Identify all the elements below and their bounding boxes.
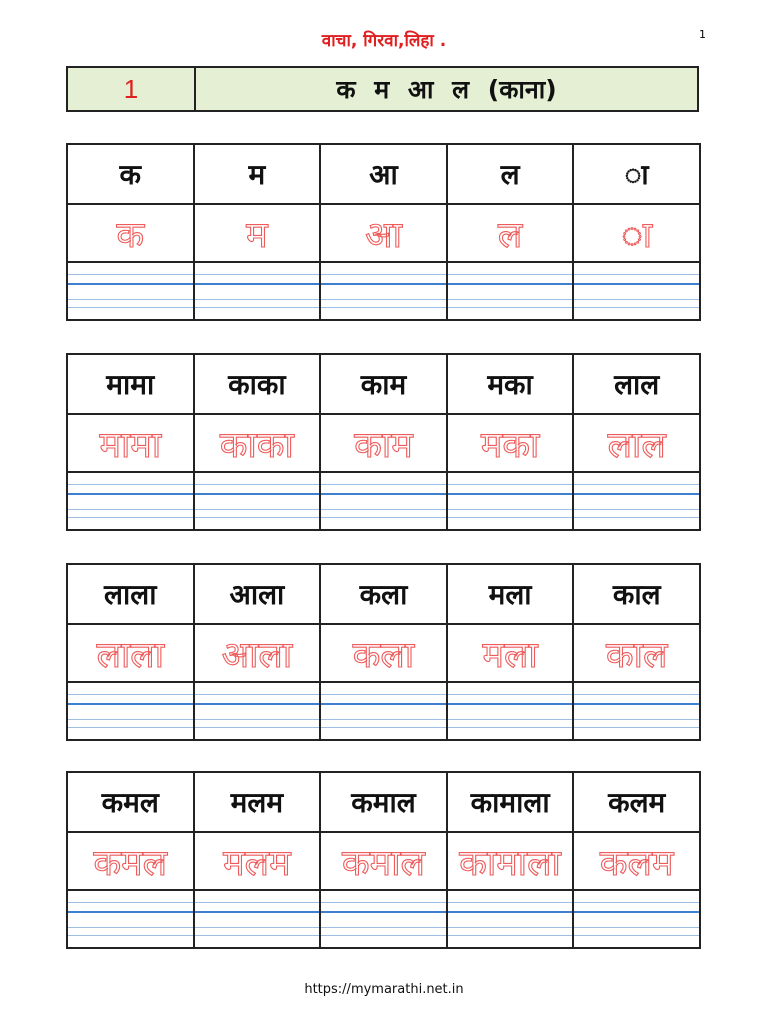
word-cell: मका — [447, 354, 574, 414]
trace-cell: कमल — [67, 832, 194, 890]
word-cell: ल — [447, 144, 574, 204]
trace-row — [67, 624, 700, 682]
trace-cell: लाल — [573, 414, 700, 472]
word-cell: कला — [320, 564, 447, 624]
trace-cell: कमाल — [320, 832, 447, 890]
word-cell: क — [67, 144, 194, 204]
writing-row — [67, 682, 700, 740]
word-cell: काल — [573, 564, 700, 624]
word-cell: ◌ा — [573, 144, 700, 204]
word-row — [67, 354, 700, 414]
word-cell: कमल — [67, 772, 194, 832]
writing-cell[interactable] — [447, 472, 574, 530]
writing-cell[interactable] — [67, 890, 194, 948]
trace-cell: कलम — [573, 832, 700, 890]
writing-cell[interactable] — [447, 890, 574, 948]
writing-cell[interactable] — [447, 682, 574, 740]
worksheet-table-2 — [66, 353, 701, 531]
writing-cell[interactable] — [573, 262, 700, 320]
writing-cell[interactable] — [320, 262, 447, 320]
writing-cell[interactable] — [447, 262, 574, 320]
trace-cell: काम — [320, 414, 447, 472]
page-number: 1 — [699, 28, 706, 41]
word-cell: कलम — [573, 772, 700, 832]
trace-row — [67, 832, 700, 890]
trace-cell: मलम — [194, 832, 321, 890]
trace-row — [67, 204, 700, 262]
trace-cell: मामा — [67, 414, 194, 472]
writing-row — [67, 472, 700, 530]
word-cell: लाला — [67, 564, 194, 624]
writing-cell[interactable] — [573, 472, 700, 530]
writing-cell[interactable] — [320, 472, 447, 530]
trace-cell: ल — [447, 204, 574, 262]
trace-cell: लाला — [67, 624, 194, 682]
writing-cell[interactable] — [320, 890, 447, 948]
writing-cell[interactable] — [573, 890, 700, 948]
trace-cell: आ — [320, 204, 447, 262]
word-cell: मला — [447, 564, 574, 624]
footer-url[interactable]: https://mymarathi.net.in — [304, 982, 464, 997]
trace-cell: कला — [320, 624, 447, 682]
lesson-title: क म आ ल (काना) — [336, 75, 557, 104]
writing-cell[interactable] — [67, 262, 194, 320]
writing-cell[interactable] — [67, 472, 194, 530]
word-cell: मामा — [67, 354, 194, 414]
writing-cell[interactable] — [320, 682, 447, 740]
worksheet-table-3 — [66, 563, 701, 741]
trace-cell: ा — [573, 204, 700, 262]
word-row — [67, 144, 700, 204]
writing-cell[interactable] — [194, 262, 321, 320]
trace-row — [67, 414, 700, 472]
trace-cell: मला — [447, 624, 574, 682]
word-cell: कामाला — [447, 772, 574, 832]
trace-cell: कामाला — [447, 832, 574, 890]
worksheet-table-4 — [66, 771, 701, 949]
writing-cell[interactable] — [194, 890, 321, 948]
word-cell: मलम — [194, 772, 321, 832]
word-cell: काका — [194, 354, 321, 414]
worksheet-table-1 — [66, 143, 701, 321]
worksheet-instruction: वाचा, गिरवा,लिहा . — [321, 31, 447, 51]
trace-cell: आला — [194, 624, 321, 682]
word-cell: कमाल — [320, 772, 447, 832]
word-cell: आ — [320, 144, 447, 204]
word-row — [67, 772, 700, 832]
writing-cell[interactable] — [573, 682, 700, 740]
lesson-header — [66, 66, 699, 112]
word-cell: काम — [320, 354, 447, 414]
trace-cell: काल — [573, 624, 700, 682]
trace-cell: काका — [194, 414, 321, 472]
trace-cell: म — [194, 204, 321, 262]
writing-row — [67, 262, 700, 320]
word-cell: लाल — [573, 354, 700, 414]
trace-cell: मका — [447, 414, 574, 472]
writing-cell[interactable] — [194, 682, 321, 740]
writing-cell[interactable] — [67, 682, 194, 740]
writing-cell[interactable] — [194, 472, 321, 530]
lesson-number: 1 — [68, 68, 196, 110]
trace-cell: क — [67, 204, 194, 262]
word-cell: म — [194, 144, 321, 204]
word-cell: आला — [194, 564, 321, 624]
word-row — [67, 564, 700, 624]
writing-row — [67, 890, 700, 948]
